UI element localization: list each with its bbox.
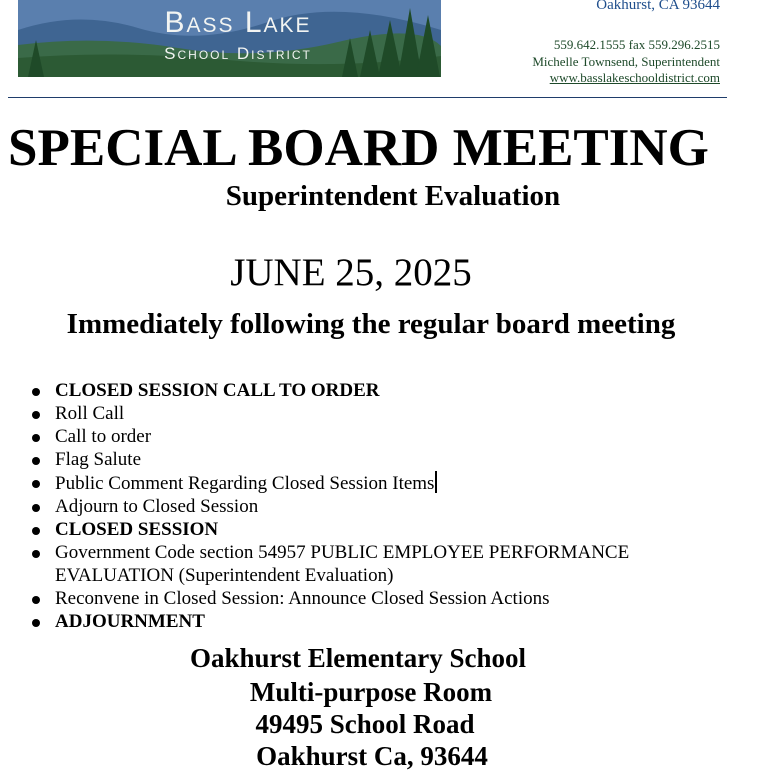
meeting-title: SPECIAL BOARD MEETING — [8, 119, 709, 177]
meeting-time-note: Immediately following the regular board meeting — [66, 308, 676, 340]
meeting-date: JUNE 25, 2025 — [230, 251, 472, 294]
agenda-item — [28, 495, 728, 518]
agenda-item — [28, 610, 728, 633]
contact-phones: 559.642.1555 fax 559.296.2515 — [553, 37, 720, 52]
agenda-list — [28, 379, 728, 633]
website-link[interactable]: www.basslakeschooldistrict.com — [549, 70, 720, 85]
header-divider — [8, 97, 727, 98]
agenda-item — [28, 379, 728, 402]
agenda-item-text: Adjourn to Closed Session — [55, 496, 259, 517]
agenda-item-text: ADJOURNMENT — [55, 611, 205, 632]
agenda-item-text: Flag Salute — [55, 449, 142, 470]
district-logo — [18, 0, 441, 77]
agenda-item-text: Government Code section 54957 PUBLIC EMPLOYEE PERFORMANCE EVALUATION (Superintendent Evaluation) — [55, 542, 630, 586]
meeting-subtitle: Superintendent Evaluation — [225, 180, 561, 212]
agenda-item — [28, 541, 728, 587]
contact-block — [532, 0, 720, 86]
bullet-icon — [32, 434, 40, 442]
bullet-icon — [32, 619, 40, 627]
location-room: Multi-purpose Room — [249, 677, 493, 707]
bullet-icon — [32, 411, 40, 419]
text-cursor — [435, 471, 437, 493]
agenda-item — [28, 518, 728, 541]
agenda-item — [28, 402, 728, 425]
location-school: Oakhurst Elementary School — [189, 643, 526, 673]
logo-title: Bass Lake — [164, 6, 312, 39]
bullet-icon — [32, 504, 40, 512]
location-street: 49495 School Road — [255, 709, 475, 739]
agenda-item-text: CLOSED SESSION — [55, 519, 219, 540]
bullet-icon — [32, 527, 40, 535]
bullet-icon — [32, 457, 40, 465]
agenda-item — [28, 448, 728, 471]
contact-city: Oakhurst, CA 93644 — [596, 0, 720, 13]
bullet-icon — [32, 550, 40, 558]
bullet-icon — [32, 388, 40, 396]
agenda-item-text: Public Comment Regarding Closed Session Items — [55, 473, 435, 494]
agenda-item-text: CLOSED SESSION CALL TO ORDER — [55, 380, 380, 401]
location-city: Oakhurst Ca, 93644 — [256, 741, 488, 770]
logo-subtitle: School District — [164, 44, 312, 63]
agenda-item — [28, 471, 728, 495]
agenda-item-text: Roll Call — [55, 403, 125, 424]
agenda-item-text: Call to order — [55, 426, 152, 447]
agenda-item-text: Reconvene in Closed Session: Announce Closed Session Actions — [55, 588, 550, 609]
contact-superintendent: Michelle Townsend, Superintendent — [532, 54, 720, 69]
agenda-item — [28, 425, 728, 448]
bullet-icon — [32, 480, 40, 488]
bullet-icon — [32, 596, 40, 604]
agenda-item — [28, 587, 728, 610]
